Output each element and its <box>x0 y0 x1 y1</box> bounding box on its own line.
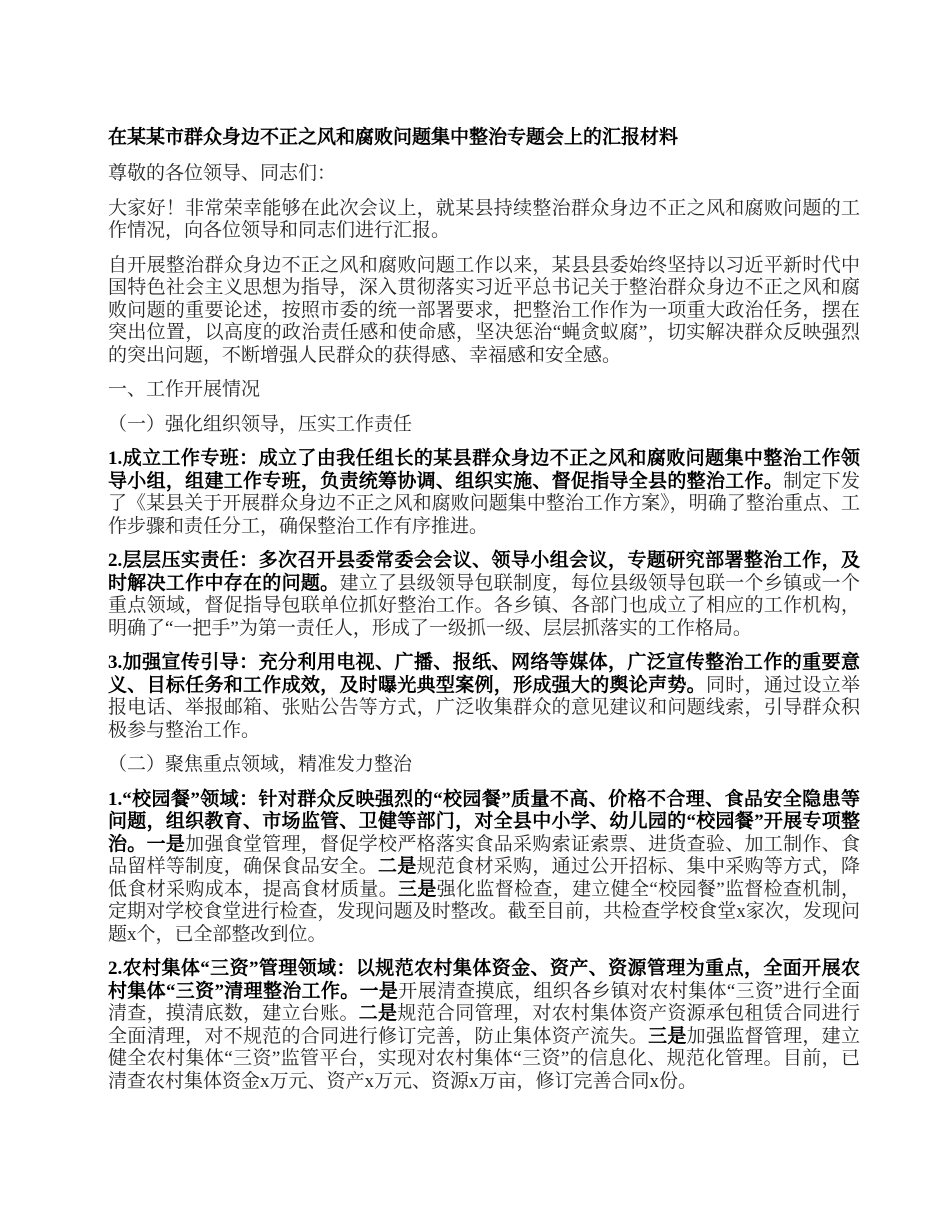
bold-text-run: 1.成立工作专班：成立了由我任组长的某县群众身边不正之风和腐败问题集中整治工作领导小组，组建工作专班，负责统筹协调、组织实施、督促指导全县的整治工作。 <box>108 448 860 492</box>
text-run: 制定下发了《某县关于开展群众身边不正之风和腐败问题集中整治工作方案》，明确了整治重点、工作步骤和责任分工，确保整治工作有序推进。 <box>108 470 860 537</box>
bold-text-run: 一是 <box>146 833 186 855</box>
bold-text-run: 二是 <box>358 1003 398 1024</box>
bold-text-run: 2.农村集体“三资”管理领域：以规范农村集体资金、资产、资源管理为重点，全面开展农村集体“三资”清理整治工作。 <box>108 958 860 1002</box>
paragraph-item-1-2-1 <box>108 789 860 947</box>
text-run: 规范食材采购，通过公开招标、集中采购等方式，降低食材采购成本，提高食材质量。 <box>108 856 860 900</box>
paragraph-salutation <box>108 163 860 186</box>
subsection-heading-1-1 <box>108 414 860 437</box>
text-run: 建立了县级领导包联制度，每位县级领导包联一个乡镇或一个重点领域，督促指导包联单位抓好整治工作。各乡镇、各部门也成立了相应的工作机构，明确了“一把手”为第一责任人，形成了一级抓一级、层层抓落实的工作格局。 <box>108 572 860 639</box>
text-run: 大家好！非常荣幸能够在此次会议上，就某县持续整治群众身边不正之风和腐败问题的工作情况，向各位领导和同志们进行汇报。 <box>108 197 860 241</box>
paragraph-opening <box>108 198 860 243</box>
text-run: （二）聚焦重点领域，精准发力整治 <box>108 754 413 775</box>
text-run: 同时，通过设立举报电话、举报邮箱、张贴公告等方式，广泛收集群众的意见建议和问题线索，引导群众积极参与整治工作。 <box>108 674 860 741</box>
bold-text-run: 3.加强宣传引导：充分利用电视、广播、报纸、网络等媒体，广泛宣传整治工作的重要意义、目标任务和工作成效，及时曝光典型案例，形成强大的舆论声势。 <box>108 652 860 696</box>
document-title: 在某某市群众身边不正之风和腐败问题集中整治专题会上的汇报材料 <box>108 127 679 148</box>
bold-text-run: 一是 <box>359 980 399 1002</box>
bold-text-run: 2.层层压实责任：多次召开县委常委会会议、领导小组会议，专题研究部署整治工作，及时解决工作中存在的问题。 <box>108 550 860 594</box>
paragraph-item-1-1-3 <box>108 652 860 742</box>
text-run: 加强监督管理，建立健全农村集体“三资”监管平台，实现对农村集体“三资”的信息化、规范化管理。目前，已清查农村集体资金x万元、资产x万元、资源x万亩，修订完善合同x份。 <box>108 1025 860 1092</box>
text-run: 尊敬的各位领导、同志们： <box>108 163 337 184</box>
text-run: （一）强化组织领导，压实工作责任 <box>108 413 413 435</box>
text-run: 加强食堂管理，督促学校严格落实食品采购索证索票、进货查验、加工制作、食品留样等制度，确保食品安全。 <box>108 833 860 877</box>
bold-text-run: 二是 <box>378 856 417 877</box>
text-run: 规范合同管理，对农村集体资产资源承包租赁合同进行全面清理，对不规范的合同进行修订完善，防止集体资产流失。 <box>108 1003 860 1047</box>
bold-text-run: 三是 <box>648 1025 687 1047</box>
section-heading-1 <box>108 379 860 402</box>
text-run: 自开展整治群众身边不正之风和腐败问题工作以来，某县县委始终坚持以习近平新时代中国特色社会主义思想为指导，深入贯彻落实习近平总书记关于整治群众身边不正之风和腐败问题的重要论述，按照市委的统一部署要求，把整治工作作为一项重大政治任务，摆在突出位置，以高度的政治责任感和使命感，坚决惩治“蝇贪蚁腐”，切实解决群众反映强烈的突出问题，不断增强人民群众的获得感、幸福感和安全感。 <box>108 254 860 366</box>
paragraph-item-1-1-2 <box>108 550 860 640</box>
bold-text-run: 三是 <box>398 878 437 900</box>
text-run: 一、工作开展情况 <box>108 379 261 400</box>
paragraph-item-1-2-2 <box>108 958 860 1093</box>
bold-text-run: 1.“校园餐”领域：针对群众反映强烈的“校园餐”质量不高、价格不合理、食品安全隐患等问题，组织教育、市场监管、卫健等部门，对全县中小学、幼儿园的“校园餐”开展专项整治。 <box>108 788 860 855</box>
text-run: 强化监督检查，建立健全“校园餐”监督检查机制，定期对学校食堂进行检查，发现问题及时整改。截至目前，共检查学校食堂x家次，发现问题x个，已全部整改到位。 <box>108 878 860 945</box>
text-run: 开展清查摸底，组织各乡镇对农村集体“三资”进行全面清查，摸清底数，建立台账。 <box>108 980 860 1024</box>
paragraph-item-1-1-1 <box>108 448 860 538</box>
subsection-heading-1-2 <box>108 754 860 777</box>
paragraph-intro <box>108 255 860 368</box>
